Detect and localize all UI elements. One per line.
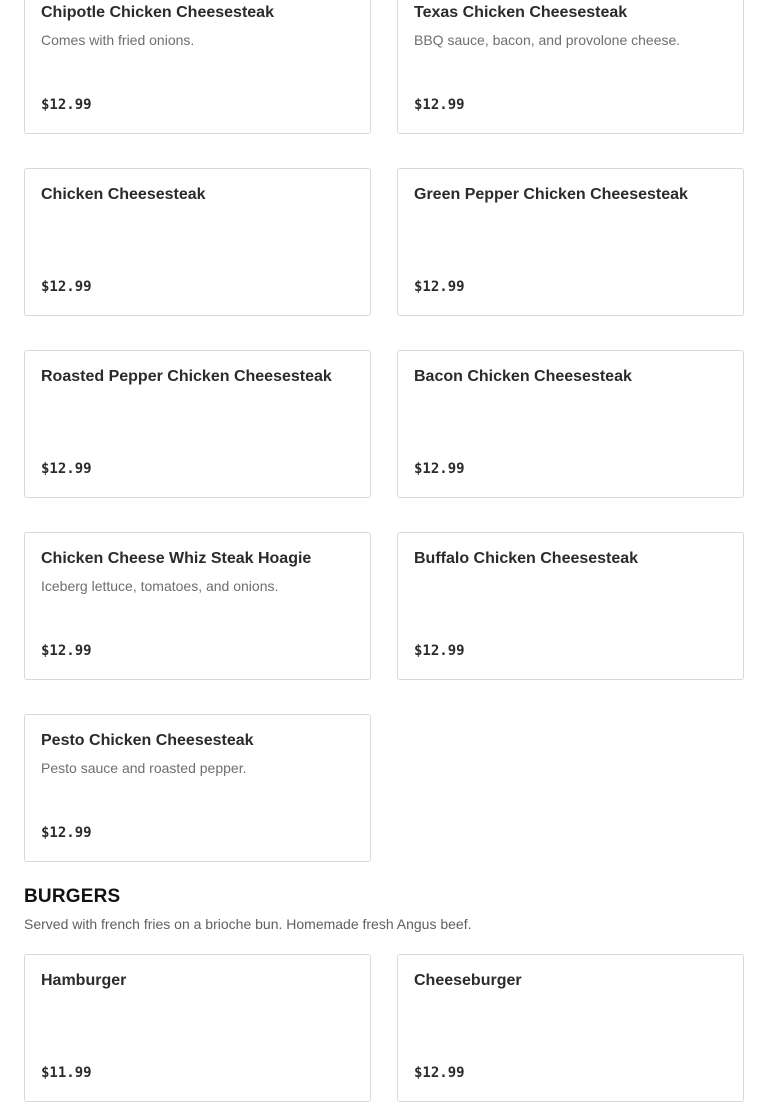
menu-item-description: BBQ sauce, bacon, and provolone cheese. [414,32,681,48]
menu-item-card[interactable] [24,954,371,1102]
menu-item-name: Roasted Pepper Chicken Cheesesteak [41,368,332,385]
menu-item-card[interactable] [397,350,744,498]
menu-item-description: Iceberg lettuce, tomatoes, and onions. [41,578,279,594]
menu-item-price: $12.99 [414,279,465,295]
menu-item-card[interactable] [397,0,744,134]
menu-item-name: Pesto Chicken Cheesesteak [41,732,254,749]
menu-item-description: Pesto sauce and roasted pepper. [41,760,247,776]
menu-item-price: $12.99 [41,643,92,659]
menu-item-name: Texas Chicken Cheesesteak [414,4,628,21]
menu-item-name: Green Pepper Chicken Cheesesteak [414,186,688,203]
section-title-burgers: BURGERS [24,886,121,907]
menu-item-name: Chicken Cheese Whiz Steak Hoagie [41,550,312,567]
menu-item-name: Chicken Cheesesteak [41,186,206,203]
menu-item-card[interactable] [397,168,744,316]
menu-item-name: Hamburger [41,972,127,989]
menu-item-description: Comes with fried onions. [41,32,195,48]
menu-item-price: $12.99 [41,97,92,113]
menu-item-card[interactable] [24,532,371,680]
menu-item-price: $12.99 [414,1065,465,1081]
menu-item-card[interactable] [397,532,744,680]
menu-item-card[interactable] [24,0,371,134]
menu-item-card[interactable] [24,350,371,498]
menu-item-price: $12.99 [41,279,92,295]
menu-item-price: $12.99 [414,643,465,659]
menu-item-name: Bacon Chicken Cheesesteak [414,368,632,385]
menu-item-price: $12.99 [41,825,92,841]
menu-item-card[interactable] [24,714,371,862]
menu-item-card[interactable] [397,954,744,1102]
section-description-burgers: Served with french fries on a brioche bun. Homemade fresh Angus beef. [24,916,472,932]
menu-item-name: Cheeseburger [414,972,522,989]
menu-item-price: $12.99 [41,461,92,477]
menu-item-price: $11.99 [41,1065,92,1081]
menu-item-price: $12.99 [414,97,465,113]
menu-item-name: Buffalo Chicken Cheesesteak [414,550,639,567]
menu-item-price: $12.99 [414,461,465,477]
menu-item-name: Chipotle Chicken Cheesesteak [41,4,274,21]
menu-item-card[interactable] [24,168,371,316]
